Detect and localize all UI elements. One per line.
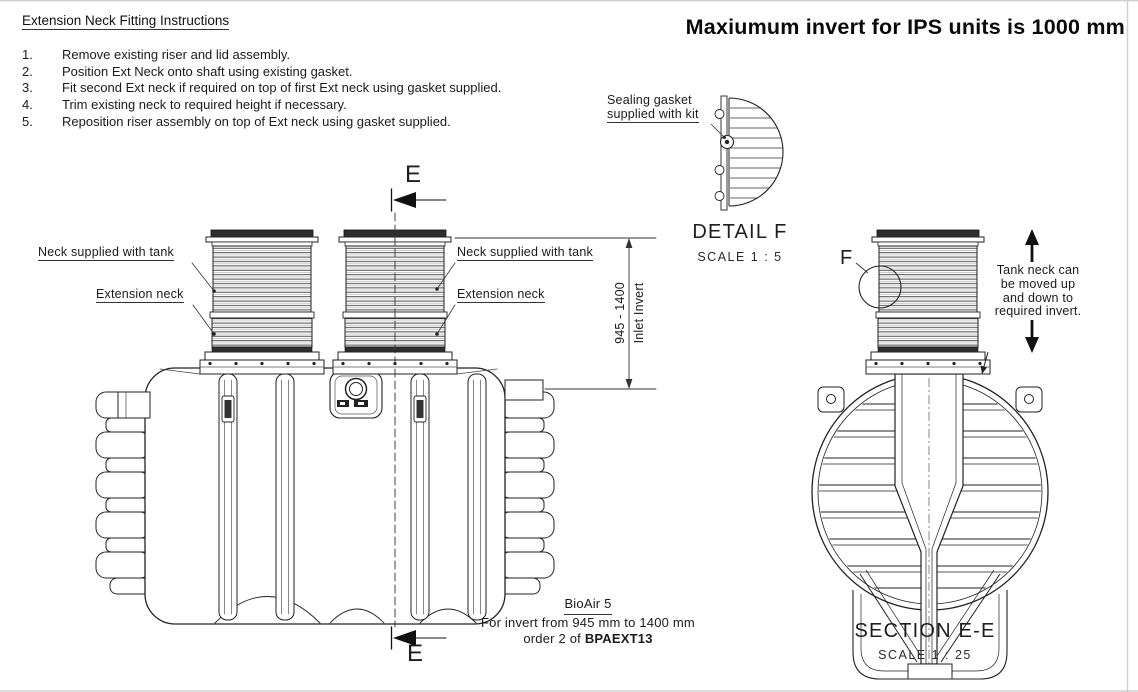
f-leader [856, 263, 868, 273]
down-arrow-icon [1025, 320, 1039, 353]
label-neck-right-text: Neck supplied with tank [457, 245, 593, 259]
section-ee-scale: SCALE 1 : 25 [878, 648, 972, 662]
section-neck-drawing [866, 230, 990, 374]
part-number: BPAEXT13 [584, 631, 653, 646]
step-number: 4. [22, 97, 33, 113]
max-invert-title: Maxiumum invert for IPS units is 1000 mm [685, 15, 1125, 39]
detail-f-title: DETAIL F [692, 221, 788, 243]
section-arrow-top [392, 189, 447, 211]
section-marker-bottom: E [407, 640, 424, 667]
section-ee-title: SECTION E-E [854, 620, 996, 642]
detail-f-linework [711, 96, 783, 210]
order-line [428, 631, 748, 648]
label-neck-left [38, 245, 174, 261]
step-text: Fit second Ext neck if required on top of first Ext neck using gasket supplied. [62, 80, 502, 96]
step-text: Position Ext Neck onto shaft using existing gasket. [62, 63, 353, 79]
model-name: BioAir 5 [564, 596, 611, 615]
dimension-range: 945 - 1400 [613, 282, 627, 344]
label-extension-left-text: Extension neck [96, 287, 184, 301]
instruction-step [22, 47, 501, 64]
dimension-label: Inlet Invert [632, 282, 646, 344]
note-line: required invert. [994, 304, 1082, 319]
tank-neck-note [978, 264, 1098, 319]
tank-body [145, 368, 505, 624]
step-number: 1. [22, 47, 33, 62]
detail-f-marker: F [840, 247, 853, 269]
order-caption [428, 596, 748, 648]
note-line: Tank neck can [996, 263, 1080, 277]
note-line: and down to [1002, 290, 1074, 305]
label-neck-right [457, 245, 593, 261]
order-line-prefix: order 2 of [523, 631, 585, 646]
instruction-step [22, 97, 501, 114]
instructions-list [22, 47, 501, 131]
inlet-stub [505, 380, 543, 400]
instruction-step [22, 64, 501, 81]
note-line: be moved up [1000, 276, 1076, 291]
step-number: 2. [22, 63, 33, 79]
callout-line2: supplied with kit [607, 107, 699, 121]
step-number: 5. [22, 113, 33, 129]
step-text: Remove existing riser and lid assembly. [62, 47, 291, 62]
instruction-step [22, 80, 501, 97]
step-text: Reposition riser assembly on top of Ext neck using gasket supplied. [62, 113, 451, 129]
invert-range-line: For invert from 945 mm to 1400 mm [481, 614, 695, 630]
section-marker-top: E [405, 161, 422, 188]
instruction-step [22, 114, 501, 131]
tank-right-ribs [500, 392, 554, 594]
step-number: 3. [22, 80, 33, 96]
instructions-heading [22, 13, 229, 30]
tank-left-ribs [96, 392, 150, 594]
label-neck-left-text: Neck supplied with tank [38, 245, 174, 259]
instructions-heading-text: Extension Neck Fitting Instructions [22, 13, 230, 28]
label-extension-right-text: Extension neck [457, 287, 545, 301]
sealing-gasket-callout [607, 93, 699, 123]
tank-center-panel [330, 372, 382, 418]
label-extension-right [457, 287, 545, 303]
step-text: Trim existing neck to required height if necessary. [62, 97, 347, 113]
outlet-stub [118, 392, 150, 418]
label-extension-left [96, 287, 184, 303]
callout-line1: Sealing gasket [607, 93, 692, 107]
neck-left-drawing [200, 230, 324, 374]
detail-f-scale: SCALE 1 : 5 [697, 250, 783, 264]
up-arrow-icon [1025, 229, 1039, 262]
